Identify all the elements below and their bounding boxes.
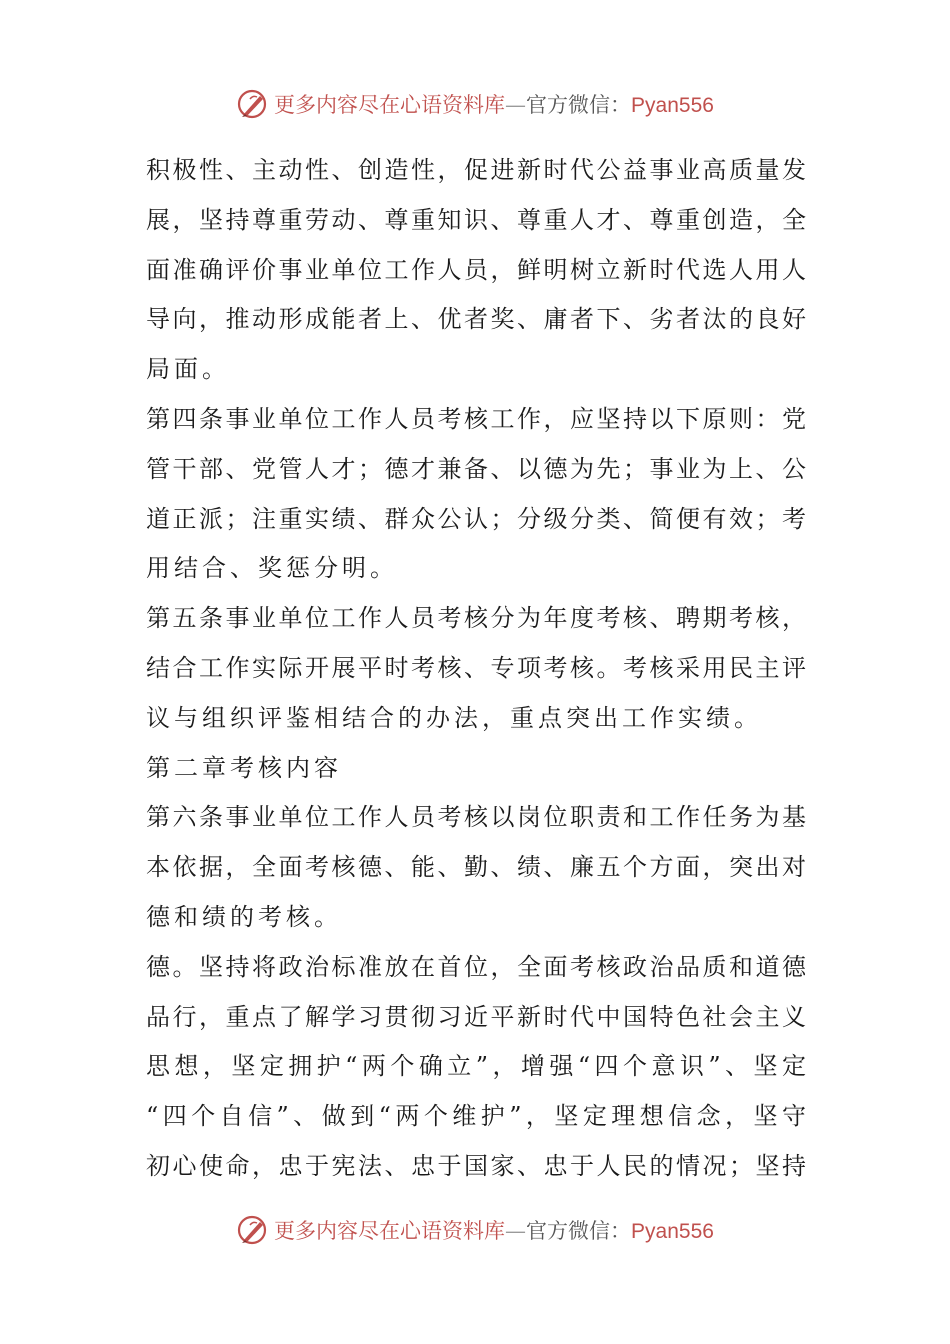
text-line: 第二章考核内容 bbox=[146, 753, 342, 782]
text-line: 结 合 工 作 实 际 开 展 平 时 考 核 、 专 项 考 核 。 考 核 采 用 民 主 评 bbox=[146, 653, 806, 682]
text-line: 局面。 bbox=[146, 355, 230, 384]
text-line: 初 心 使 命 ， 忠 于 宪 法 、 忠 于 国 家 、 忠 于 人 民 的 情 况 ； 坚 持 bbox=[146, 1151, 806, 1180]
text-line: 德和绩的考核。 bbox=[146, 902, 342, 931]
text-line: 品 行 ， 重 点 了 解 学 习 贯 彻 习 近 平 新 时 代 中 国 特 色 社 会 主 义 bbox=[146, 1002, 806, 1031]
text-line: 第 五 条 事 业 单 位 工 作 人 员 考 核 分 为 年 度 考 核 、 聘 期 考 核 ， bbox=[146, 604, 806, 633]
document-body bbox=[146, 146, 806, 1192]
text-line: 导 向 ， 推 动 形 成 能 者 上 、 优 者 奖 、 庸 者 下 、 劣 者 汰 的 良 好 bbox=[146, 305, 806, 334]
text-line: 第 六 条 事 业 单 位 工 作 人 员 考 核 以 岗 位 职 责 和 工 作 任 务 为 基 bbox=[146, 803, 806, 832]
text-line: 本 依 据 ， 全 面 考 核 德 、 能 、 勤 、 绩 、 廉 五 个 方 面 ， 突 出 对 bbox=[146, 853, 806, 882]
text-line: 用结合、奖惩分明。 bbox=[146, 554, 398, 583]
text-line: 思 想 ， 坚 定 拥 护 “ 两 个 确 立 ” ， 增 强 “ 四 个 意 识 ” 、 坚 定 bbox=[146, 1052, 806, 1081]
text-line: 道 正 派 ； 注 重 实 绩 、 群 众 公 认 ； 分 级 分 类 、 简 便 有 效 ； 考 bbox=[146, 504, 806, 533]
text-line: 面 准 确 评 价 事 业 单 位 工 作 人 员 ， 鲜 明 树 立 新 时 代 选 人 用 人 bbox=[146, 255, 806, 284]
pen-logo-icon bbox=[236, 87, 270, 121]
text-line: 德 。 坚 持 将 政 治 标 准 放 在 首 位 ， 全 面 考 核 政 治 品 质 和 道 德 bbox=[146, 952, 806, 981]
text-line: 展 ， 坚 持 尊 重 劳 动 、 尊 重 知 识 、 尊 重 人 才 、 尊 重 创 造 ， 全 bbox=[146, 205, 806, 234]
text-line: 管 干 部 、 党 管 人 才 ； 德 才 兼 备 、 以 德 为 先 ； 事 业 为 上 、 公 bbox=[146, 454, 806, 483]
text-line: “ 四 个 自 信 ” 、 做 到 “ 两 个 维 护 ” ， 坚 定 理 想 信 念 ， 坚 守 bbox=[146, 1102, 806, 1131]
text-line: 积 极 性 、 主 动 性 、 创 造 性 ， 促 进 新 时 代 公 益 事 业 高 质 量 发 bbox=[146, 156, 806, 184]
text-line: 议与组织评鉴相结合的办法，重点突出工作实绩。 bbox=[146, 703, 762, 732]
header-watermark-banner bbox=[0, 84, 950, 124]
text-line: 第 四 条 事 业 单 位 工 作 人 员 考 核 工 作 ， 应 坚 持 以 下 原 则 ： 党 bbox=[146, 404, 806, 433]
footer-watermark-banner bbox=[0, 1210, 950, 1250]
pen-logo-icon bbox=[236, 1213, 270, 1247]
header-banner-text: 更多内容尽在心语资料库—官方微信：Pyan556 bbox=[274, 93, 714, 117]
footer-banner-text: 更多内容尽在心语资料库—官方微信：Pyan556 bbox=[274, 1219, 714, 1243]
